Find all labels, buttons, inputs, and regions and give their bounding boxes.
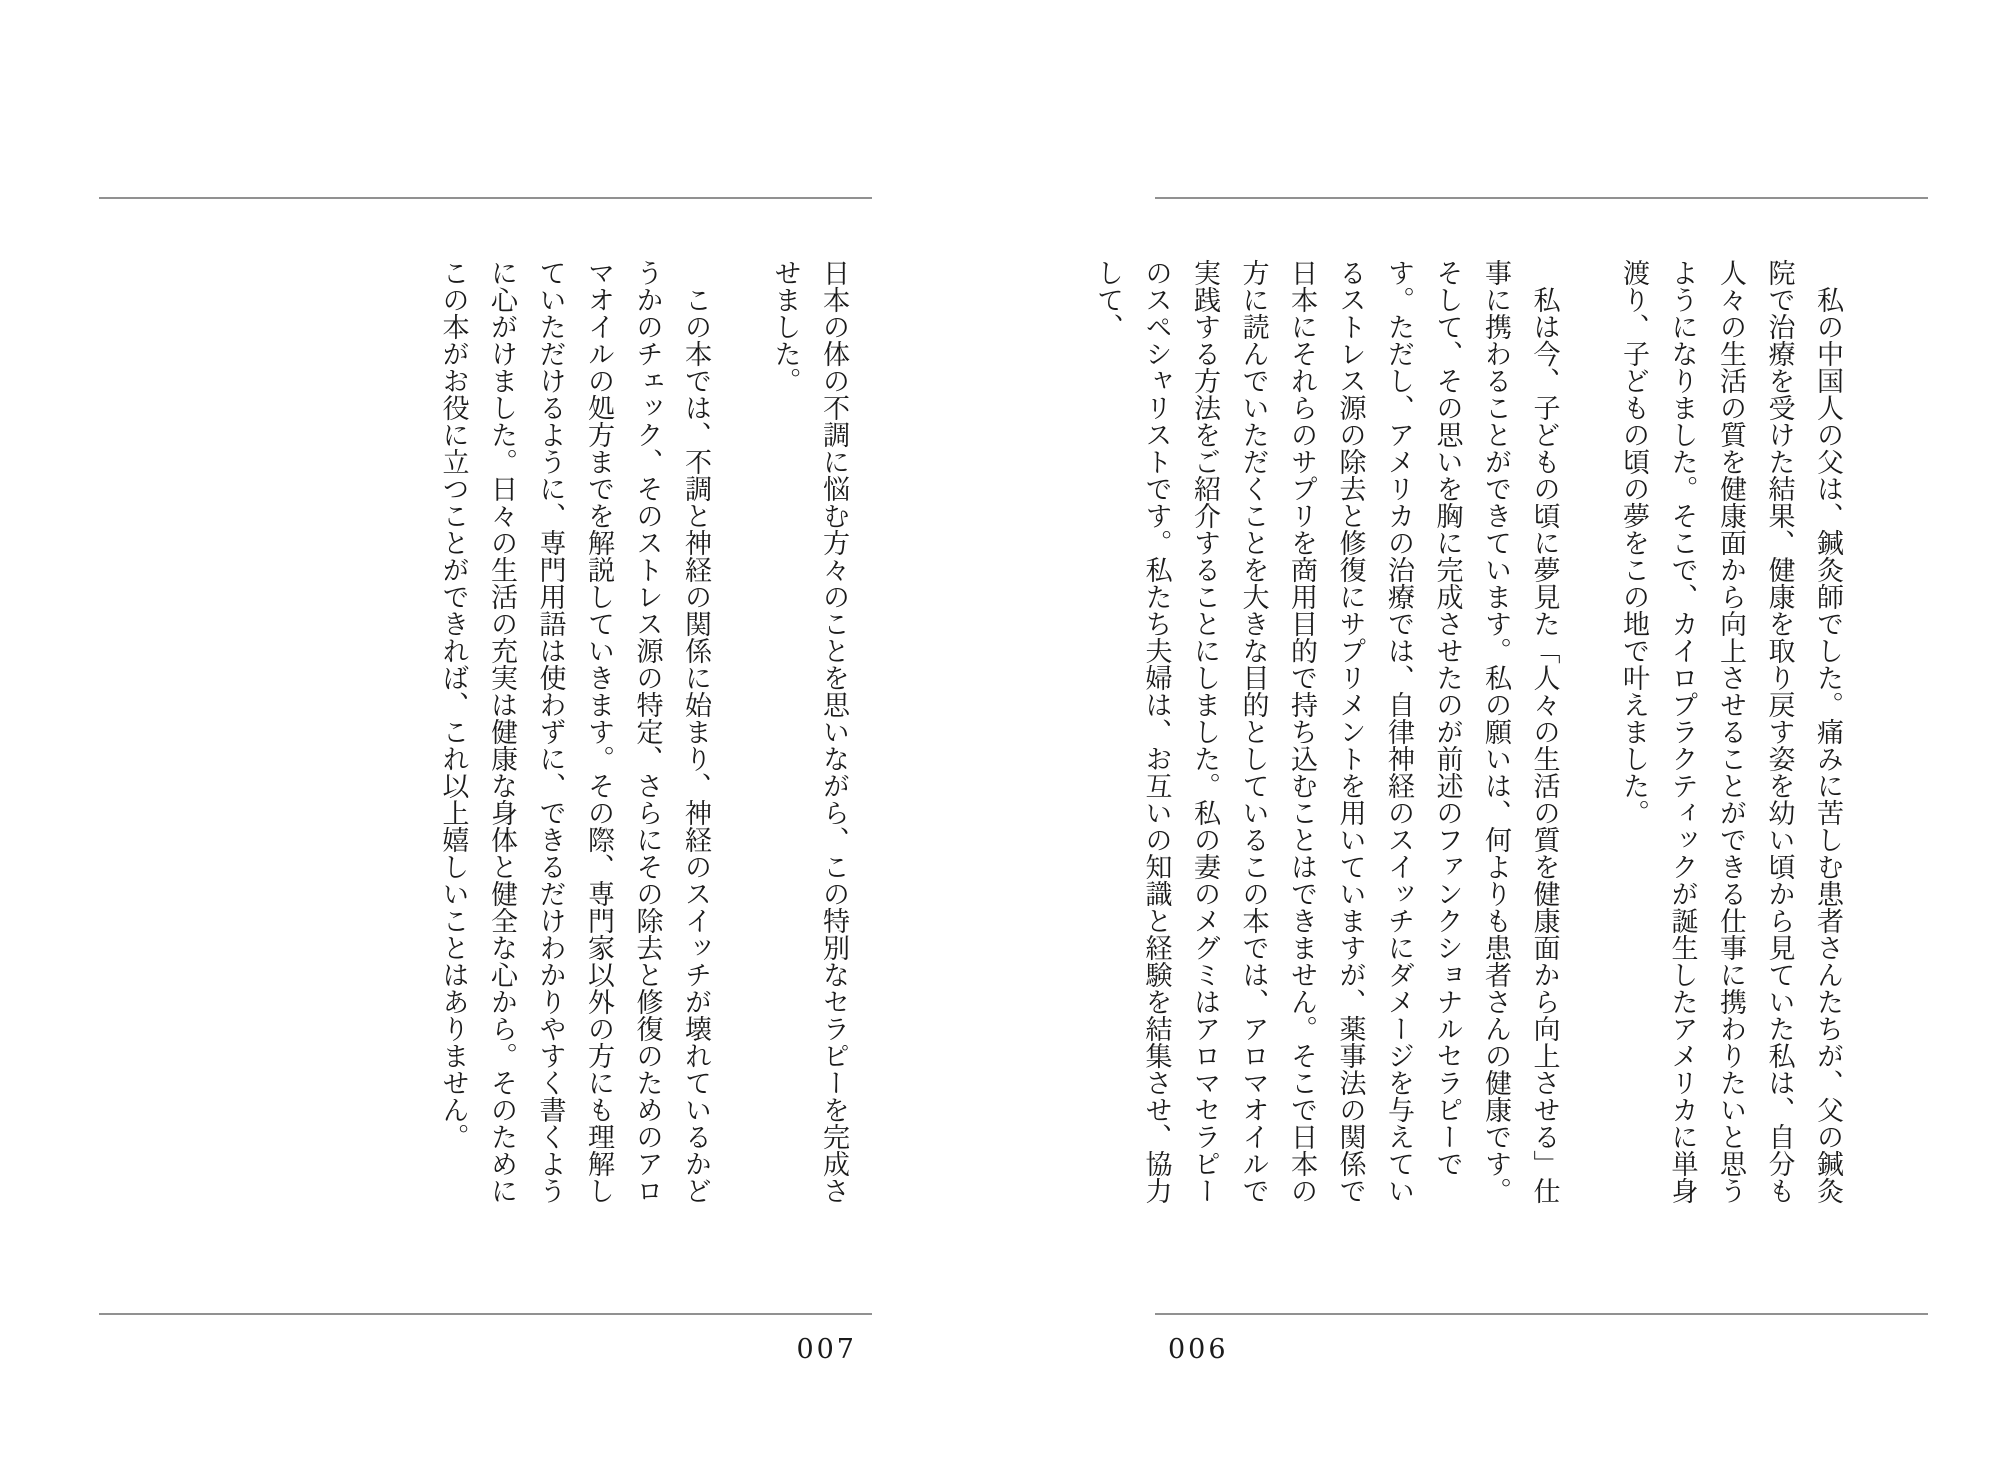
page-006 xyxy=(1092,197,1928,1365)
page-006-text-block xyxy=(1083,259,1852,1204)
page-007-text-block xyxy=(428,259,857,1204)
page-number-right: 006 xyxy=(1168,1334,1229,1365)
paragraph: この本では、不調と神経の関係に始まり、神経のスイッチが壊れているかどうかのチェック、そのストレス源の特定、さらにその除去と修復のためのアロマオイルの処方までを解説していきます。その際、専門家以外の方にも理解していただけるように、専門用語は使わずに、できるだけわかりやすく書くように心がけました。日々の生活の充実は健康な身体と健全な心から。そのためにこの本がお役に立つことができれば、これ以上嬉しいことはありません。 xyxy=(437,259,711,1204)
paragraph-continuation: 日本の体の不調に悩む方々のことを思いながら、この特別なセラピーを完成させました。 xyxy=(769,259,849,1204)
page-number-left: 007 xyxy=(796,1334,857,1365)
paragraph: 私は今、子どもの頃に夢見た「人々の生活の質を健康面から向上させる」仕事に携わることができています。私の願いは、何よりも患者さんの健康です。そして、その思いを胸に完成させたのが前述のファンクショナルセラピーです。ただし、アメリカの治療では、自律神経のスイッチにダメージを与えているストレス源の除去と修復にサプリメントを用いていますが、薬事法の関係で日本にそれらのサプリを商用目的で持ち込むことはできません。そこで日本の方に読んでいただくことを大きな目的としているこの本では、アロマオイルで実践する方法をご紹介することにしました。私の妻のメグミはアロマセラピーのスペシャリストです。私たち夫婦は、お互いの知識と経験を結集させ、協力して、 xyxy=(1092,259,1560,1204)
paragraph: 私の中国人の父は、鍼灸師でした。痛みに苦しむ患者さんたちが、父の鍼灸院で治療を受けた結果、健康を取り戻す姿を幼い頃から見ていた私は、自分も人々の生活の質を健康面から向上させることができる仕事に携わりたいと思うようになりました。そこで、カイロプラクティックが誕生したアメリカに単身渡り、子どもの頃の夢をこの地で叶えました。 xyxy=(1618,259,1843,1204)
page-007 xyxy=(99,197,872,1365)
